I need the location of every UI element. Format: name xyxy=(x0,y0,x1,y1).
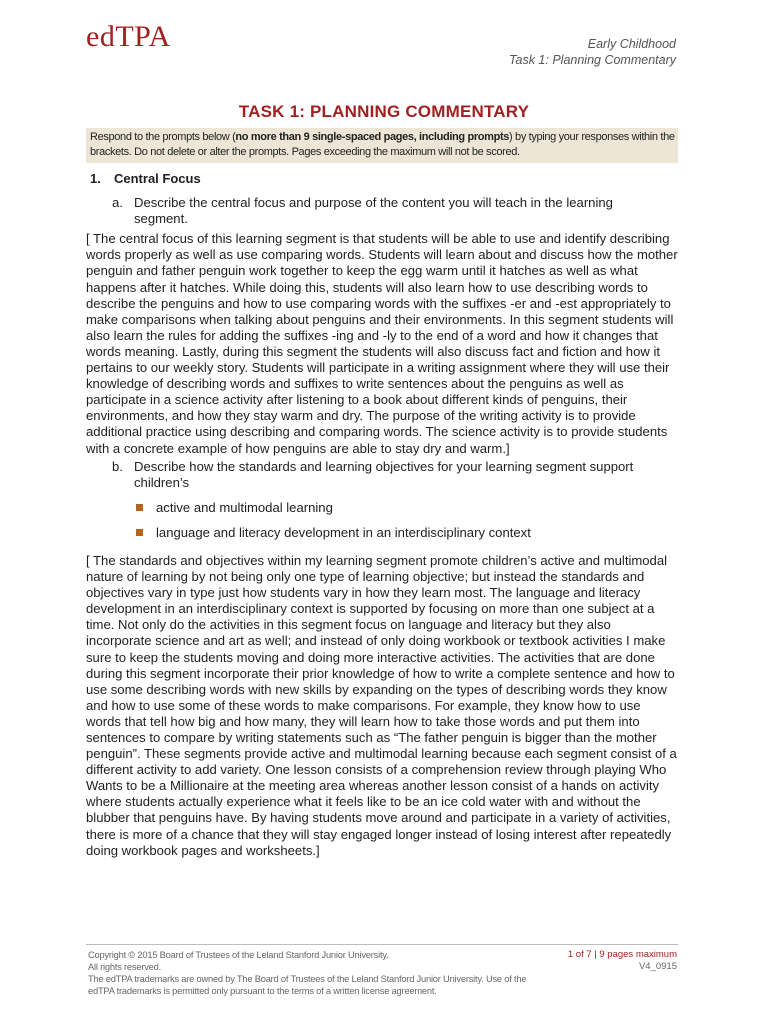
footer-rights: All rights reserved. xyxy=(88,962,161,972)
edtpa-logo: edTPA xyxy=(86,20,171,53)
header-subject: Early Childhood xyxy=(587,37,676,51)
footer-trademark: The edTPA trademarks are owned by The Board of Trustees of the Leland Stanford Junior University. Use of the edTPA trademarks is permitted only pursuant to the terms of a written license agreement. xyxy=(88,974,527,996)
section-heading-central-focus xyxy=(90,171,678,187)
document-body xyxy=(86,171,678,861)
prompt-a-letter: a. xyxy=(112,195,123,211)
header-section: Task 1: Planning Commentary xyxy=(509,53,676,67)
section-number: 1. xyxy=(90,171,101,186)
prompt-a xyxy=(112,195,678,227)
footer-legal xyxy=(88,949,528,997)
page-title: TASK 1: PLANNING COMMENTARY xyxy=(238,102,530,121)
footer-copyright: Copyright © 2015 Board of Trustees of the Leland Stanford Junior University. xyxy=(88,950,389,960)
prompt-b xyxy=(112,459,678,491)
bullet-text: active and multimodal learning xyxy=(156,499,333,515)
bullet-item xyxy=(136,525,678,541)
bullet-text: language and literacy development in an interdisciplinary context xyxy=(156,524,531,540)
footer-page-info xyxy=(568,949,677,973)
document-header xyxy=(509,36,676,68)
square-bullet-icon xyxy=(136,504,143,511)
prompt-b-letter: b. xyxy=(112,458,123,474)
footer-divider xyxy=(86,944,678,945)
prompt-a-text: Describe the central focus and purpose of the content you will teach in the learning segment. xyxy=(134,195,613,227)
square-bullet-icon xyxy=(136,529,143,536)
page-number: 1 of 7 | 9 pages maximum xyxy=(567,949,677,960)
instructions-emphasis: no more than 9 single-spaced pages, including prompts xyxy=(235,131,510,143)
instructions-box xyxy=(86,128,678,163)
prompt-b-text: Describe how the standards and learning objectives for your learning segment support children’s xyxy=(134,458,634,490)
version-label: V4_0915 xyxy=(638,961,677,972)
response-a: [ The central focus of this learning segment is that students will be able to use and identify describing words properly as well as use comparing words. Students will learn about and discuss how the mother penguin and father penguin work together to keep the egg warm until it hatches as well as what happens after it hatches. While doing this, students will also learn how to use describing words to describe the penguins and how to use comparing words with the suffixes -er and -est appropriately to make comparisons when talking about penguins and their environments. In this segment students will also learn the rules for adding the suffixes -ing and -ly to the end of a word and how it changes that words meaning. Lastly, during this segment the students will also discuss fact and fiction and how it pertains to our weekly story. Students will participate in a writing assignment where they will use their knowledge of describing words and suffixes to write sentences about the penguins as well as participate in a science activity after listening to a book about different kinds of penguins, their environments, and how they stay warm and dry. The purpose of the writing activity is to provide additional practice using describing and comparing words. The science activity is to provide students with a concrete example of how penguins are able to stay dry and warm.] xyxy=(86,231,678,456)
response-b: [ The standards and objectives within my learning segment promote children’s active and multimodal nature of learning by not being only one type of learning objective; but instead the standards and objectives vary in type just how students vary in how they learn most. The language and literacy development in an interdisciplinary context is supported by focusing on more than one subject at a time. Not only do the activities in this segment focus on language and literacy but they also incorporate science and art as well; and instead of only doing workbook or textbook activities I make sure to keep the students moving and doing more interactive activities. The activities that are done during this segment incorporate their prior knowledge of how to write a complete sentence and how to use some describing words with new skills by expanding on the types of describing words they know and how to use some of these words to make comparisons. For example, they know how to use words that tell how big and how many, they will learn how to take those words and put them into sentences to compare by writing statements such as “The father penguin is bigger than the mother penguin”. These segments provide active and multimodal learning because each segment consist of a different activity to add variety. One lesson consists of a comprehension review through playing Who Wants to be a Millionaire at the meeting area whereas another lesson consist of a hands on activity where students actually experience what it feels like to be an ice cold water with and without the blubber that penguins have. By having students move around and participate in a variety of activities, there is more of a chance that they will stay engaged longer instead of losing interest after repeatedly doing workbook pages and worksheets.] xyxy=(86,552,677,858)
instructions-before: Respond to the prompts below ( xyxy=(90,131,236,143)
bullet-item xyxy=(136,500,678,516)
instructions-after: ) by typing your responses within the brackets. Do not delete or alter the prompts. Pages exceeding the maximum will not be scored. xyxy=(90,131,675,158)
section-title: Central Focus xyxy=(114,171,201,186)
